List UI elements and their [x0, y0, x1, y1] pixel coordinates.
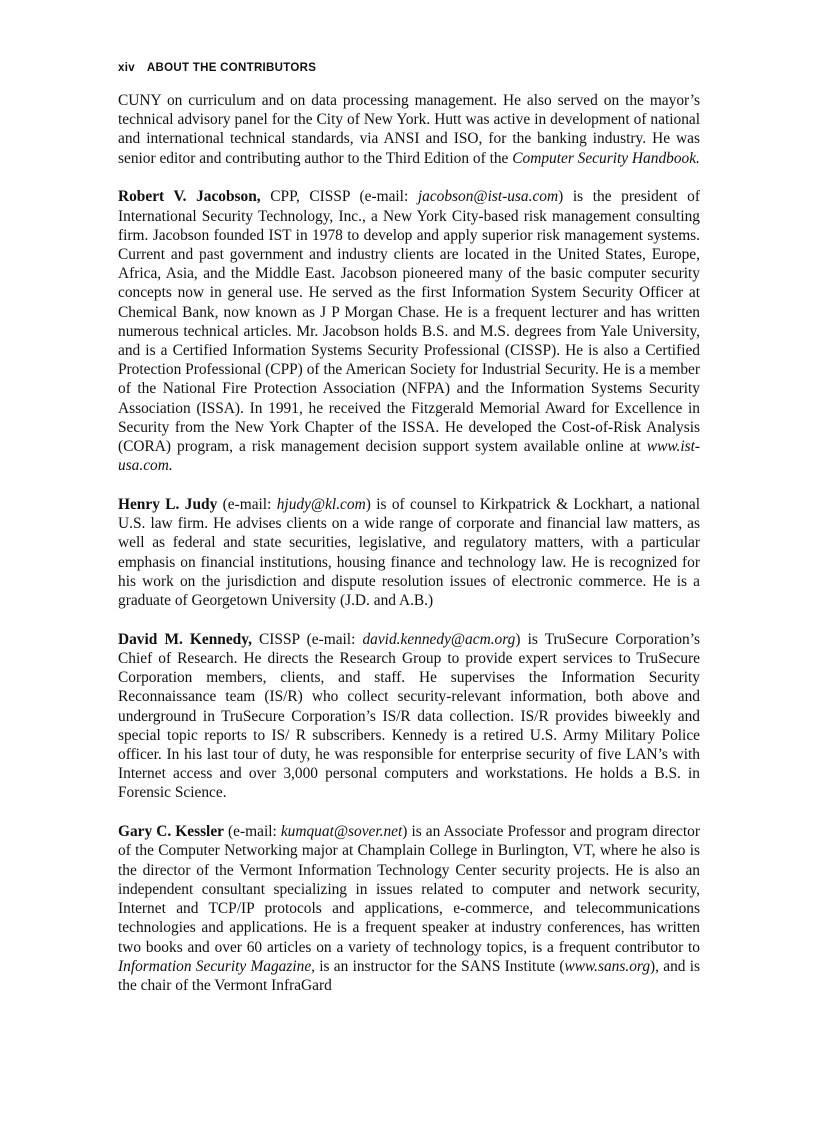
- paragraph-text: CISSP (e-mail:: [251, 630, 363, 648]
- paragraph-text: (e-mail:: [224, 823, 281, 841]
- contributor-entry-kennedy: [118, 630, 700, 803]
- contributor-email: david.kennedy@acm.org: [362, 630, 516, 648]
- contributor-email: kumquat@sover.net: [280, 823, 403, 841]
- contributor-name: Robert V. Jacobson,: [118, 188, 261, 206]
- contributor-email: hjudy@kl.com: [276, 496, 366, 514]
- magazine-title: Information Security Magazine,: [118, 957, 316, 975]
- paragraph-text: is an instructor for the SANS Institute (: [315, 957, 565, 975]
- contributor-name: David M. Kennedy,: [118, 630, 252, 648]
- running-head-title: ABOUT THE CONTRIBUTORS: [146, 62, 317, 74]
- contributor-entry-kessler: [118, 822, 700, 995]
- book-title: Computer Security Handbook.: [512, 149, 700, 167]
- body-text: [118, 91, 700, 1015]
- website-url: www.ist-usa.com.: [118, 438, 700, 475]
- website-url: www.sans.org: [564, 957, 651, 975]
- contributor-entry-jacobson: [118, 187, 700, 475]
- page-number: xiv: [118, 62, 135, 74]
- paragraph-text: CUNY on curriculum and on data processing management. He also served on the mayor’s technical advisory panel for the City of New York. Hutt was active in development of national and international technical standards, via ANSI and ISO, for the banking industry. He was senior editor and contributing author to the Third Edition of the: [118, 92, 700, 167]
- paragraph-text: ) is the president of International Security Technology, Inc., a New York City-based risk management consulting firm. Jacobson founded IST in 1978 to develop and apply superior risk management systems. Current and past government and industry clients are located in the United States, Europe, Africa, Asia, and the Middle East. Jacobson pioneered many of the basic computer security concepts now in general use. He served as the first Information System Security Officer at Chemical Bank, now known as J P Morgan Chase. He is a frequent lecturer and has written numerous technical articles. Mr. Jacobson holds B.S. and M.S. degrees from Yale University, and is a Certified Information Systems Security Professional (CISSP). He is also a Certified Protection Professional (CPP) of the American Society for Industrial Security. He is a member of the National Fire Protection Association (NFPA) and the Information Systems Security Association (ISSA). In 1991, he received the Fitzgerald Memorial Award for Excellence in Security from the New York Chapter of the ISSA. He developed the Cost-of-Risk Analysis (CORA) program, a risk management decision support system available online at: [118, 188, 700, 456]
- contributor-name: Gary C. Kessler: [118, 823, 224, 841]
- paragraph-text: ), and is the chair of the Vermont InfraGard: [118, 957, 700, 994]
- paragraph-text: ) is an Associate Professor and program director of the Computer Networking major at Champlain College in Burlington, VT, where he also is the director of the Vermont Information Technology Center security projects. He is also an independent consultant specializing in issues related to computer and network security, Internet and TCP/IP protocols and applications, e-commerce, and telecommunications technologies and applications. He is a frequent speaker at industry conferences, has written two books and over 60 articles on a variety of technology topics, is a frequent contributor to: [118, 823, 700, 956]
- paragraph-text: ) is of counsel to Kirkpatrick & Lockhart, a national U.S. law firm. He advises clients on a wide range of corporate and financial law matters, as well as federal and state securities, legislative, and regulatory matters, with a particular emphasis on financial institutions, housing finance and technology law. He is recognized for his work on the jurisdiction and dispute resolution issues of electronic commerce. He is a graduate of Georgetown University (J.D. and A.B.): [118, 496, 700, 610]
- contributor-email: jacobson@ist-usa.com: [417, 188, 559, 206]
- running-head: [118, 62, 316, 74]
- paragraph-text: ) is TruSecure Corporation’s Chief of Research. He directs the Research Group to provide expert services to TruSecure Corporation members, clients, and staff. He supervises the Information Security Reconnaissance team (IS/R) who collect security-relevant information, both above and underground in TruSecure Corporation’s IS/R data collection. IS/R provides biweekly and special topic reports to IS/ R subscribers. Kennedy is a retired U.S. Army Military Police officer. In his last tour of duty, he was responsible for enterprise security of five LAN’s with Internet access and over 3,000 personal computers and workstations. He holds a B.S. in Forensic Science.: [118, 630, 700, 802]
- paragraph-text: CPP, CISSP (e-mail:: [260, 188, 418, 206]
- paragraph-hutt-continued: [118, 91, 700, 168]
- contributor-name: Henry L. Judy: [118, 496, 218, 514]
- paragraph-text: (e-mail:: [217, 496, 277, 514]
- contributor-entry-judy: [118, 495, 700, 610]
